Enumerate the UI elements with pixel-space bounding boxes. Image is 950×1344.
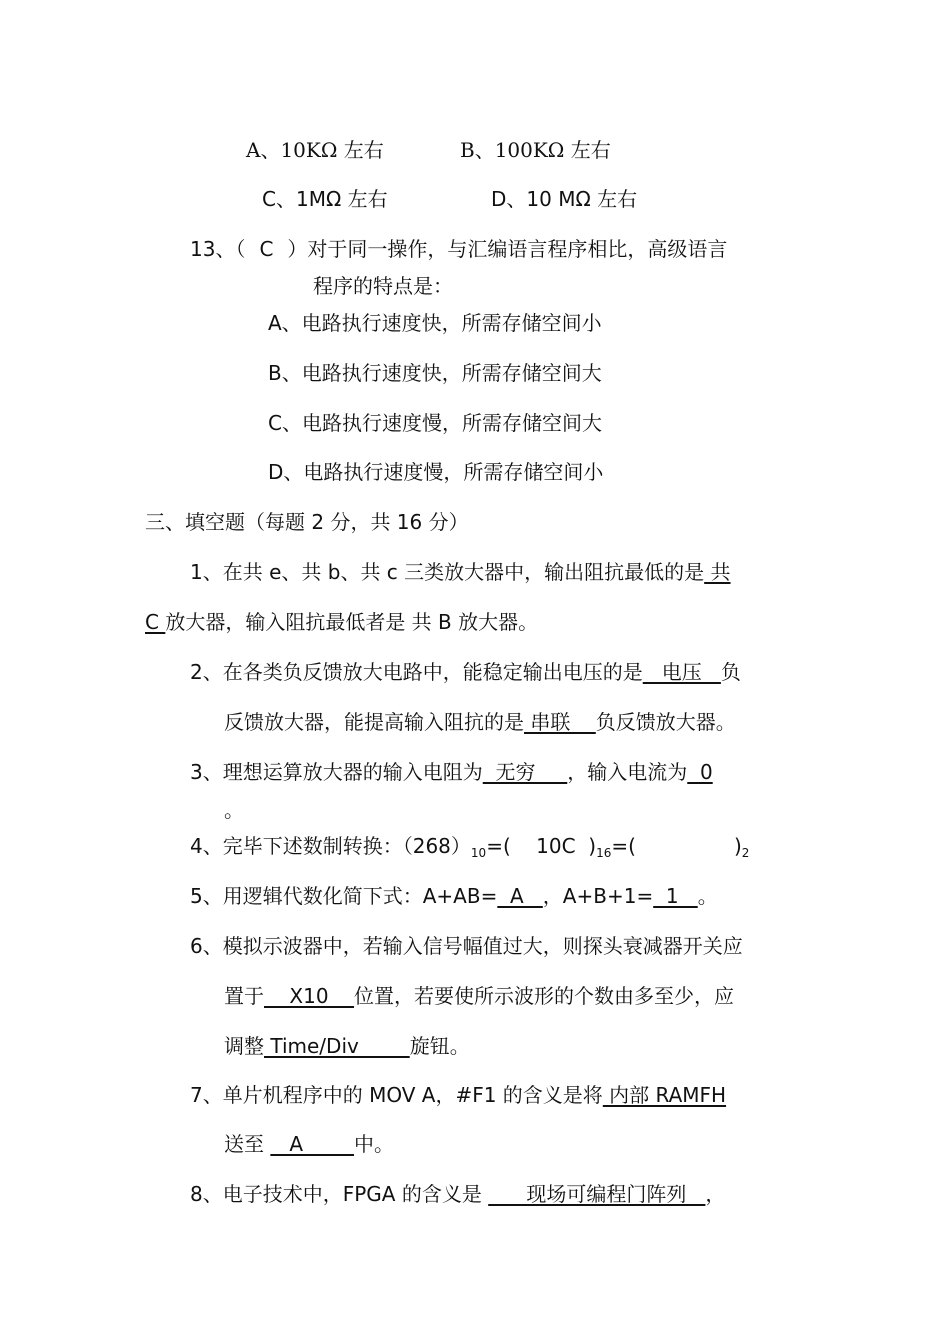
fill-q3-answer-a: 无穷 xyxy=(482,760,568,784)
q12-option-c: C、1MΩ 左右 xyxy=(262,187,388,211)
q13-stem-line2: 程序的特点是： xyxy=(313,274,453,298)
fill-q1-line1: 1、在共 e、共 b、共 c 三类放大器中，输出阻抗最低的是 共 xyxy=(190,560,731,584)
q13-option-a: A、电路执行速度快，所需存储空间小 xyxy=(268,311,602,335)
fill-q6-line3: 调整 Time/Div 旋钮。 xyxy=(224,1034,470,1058)
q12-option-b: B、100KΩ 左右 xyxy=(460,138,611,162)
q13-stem-line1 xyxy=(190,235,727,263)
fill-q2-answer-a: 电压 xyxy=(642,660,721,684)
fill-q8-line: 8、电子技术中，FPGA 的含义是 现场可编程门阵列 ， xyxy=(190,1182,726,1206)
fill-q5-answer-a: A xyxy=(497,884,543,908)
q13-option-b: B、电路执行速度快，所需存储空间大 xyxy=(268,361,602,385)
q13-prefix: 13、（ xyxy=(190,237,246,261)
q12-option-a: A、10KΩ 左右 xyxy=(246,138,384,162)
fill-q1-answer-a: 共 xyxy=(704,560,731,584)
q13-text: ）对于同一操作，与汇编语言程序相比，高级语言 xyxy=(287,237,728,261)
fill-q6-line1: 6、模拟示波器中，若输入信号幅值过大，则探头衰减器开关应 xyxy=(190,934,743,958)
q13-answer: C xyxy=(259,237,274,261)
fill-q6-answer-a: X10 xyxy=(264,984,355,1008)
fill-q6-line2: 置于 X10 位置，若要使所示波形的个数由多至少，应 xyxy=(224,984,735,1008)
fill-q4-line: 4、完毕下述数制转换：$(268)_{10}=$( 10C )$_{16}=$( )$_2$ xyxy=(190,834,750,860)
fill-q2-line2: 反馈放大器，能提高输入阻抗的是 串联 负反馈放大器。 xyxy=(224,710,736,734)
fill-q2-line1: 2、在各类负反馈放大电路中，能稳定输出电压的是 电压 负 xyxy=(190,660,741,684)
fill-q2-answer-b: 串联 xyxy=(524,710,596,734)
fill-q6-answer-b: Time/Div xyxy=(264,1034,410,1058)
fill-q7-line1: 7、单片机程序中的 MOV A，#F1 的含义是将 内部 RAMFH xyxy=(190,1083,727,1107)
fill-q4-answer: =( 10C ) xyxy=(486,834,597,858)
fill-q5-line: 5、用逻辑代数化简下式：A+AB= A ，A+B+1= 1 。 xyxy=(190,884,718,908)
q13-option-d: D、电路执行速度慢，所需存储空间小 xyxy=(268,460,604,484)
fill-q3-line1: 3、理想运算放大器的输入电阻为 无穷 ，输入电流为 0 xyxy=(190,760,713,784)
q13-option-c: C、电路执行速度慢，所需存储空间大 xyxy=(268,411,602,435)
fill-q1-answer-b: C xyxy=(145,610,166,634)
fill-q1-line2: C 放大器，输入阻抗最低者是 共 B 放大器。 xyxy=(145,610,539,634)
q12-option-d: D、10 MΩ 左右 xyxy=(491,187,638,211)
fill-q3-line2: 。 xyxy=(224,798,244,822)
fill-q7-answer-a: 内部 RAMFH xyxy=(602,1083,727,1107)
fill-q3-answer-b: 0 xyxy=(687,760,713,784)
fill-q7-line2: 送至 A 中。 xyxy=(224,1132,394,1156)
fill-q7-answer-b: A xyxy=(270,1132,354,1156)
section-heading: 三、填空题（每题 2 分，共 16 分） xyxy=(145,510,469,534)
fill-q8-answer: 现场可编程门阵列 xyxy=(488,1182,706,1206)
fill-q5-answer-b: 1 xyxy=(653,884,698,908)
